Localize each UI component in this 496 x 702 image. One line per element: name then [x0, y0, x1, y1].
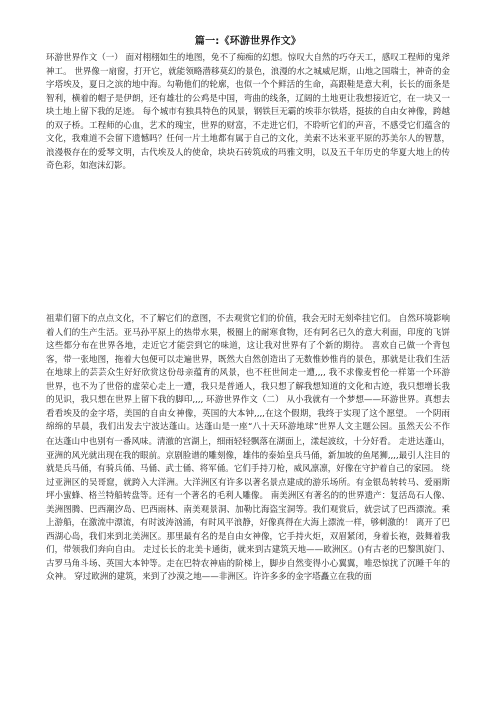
paragraph-2: 祖辈们留下的点点文化，不了解它们的意图，不去观赏它们的价值，我会无时无刻牵挂它们。 自然环境影响着人们的生产生活。亚马孙平原上的热带水果，极圈上的耐寒食物，还有阿名已久的意大利面，印度的飞饼这些都分布在世界各地，走近它才能尝到它的味道，这让我对世界有了个新的期待。 喜欢自己做一个背包客，带一张地图，拖着大包便可以走遍世界，既然大自然创造出了无数惟妙惟肖的景色，那就是让我们生活在地球上的芸芸众生好好欣赏这份母亲蕴育的风景，也不枉世间走一遭,,,, 我不求像麦哲伦一样第一个环游世界，也不为了世俗的虚荣心走上一遭，我只是普通人，我只想了解我想知道的文化和古迹，我只想增长我的见识，我只想在世界上留下我的脚印,,,, 环游世界作文（二） 从小我就有一个梦想——环游世界。真想去看看埃及的金字塔，美国的自由女神像，英国的大本钟,,,,在这个假期，我终于实现了这个愿望。 一个阴雨绵绵的早晨，我们出发去宁波达蓬山。达蓬山是一座“八十天环游地球”世界人文主题公园。虽然天公不作: [46, 314, 450, 432]
document-title: 篇一:《环游世界作文》: [194, 36, 302, 47]
paragraph-1: 环游世界作文（一） 面对栩栩如生的地图，免不了痴痴的幻想。惊叹大自然的巧夺天工，感叹工程师的鬼斧神工。 世界像一扇窗，打开它，就能领略潜移莫幻的景色，浪漫的水之城威尼斯，山地之国瑞士，神奇的金字塔埃及，夏日之滨的地中海。勾勒他们的轮廓，也似一个个鲜活的生命，高跟鞋是意大利，长长的面条是智利，横着的帽子是伊朗，还有雄壮的公鸡是中国，弯曲的线条，辽阔的土地更让我想接近它，在一块又一块土地上留下我的足迹。 每个城市有独具特色的风景，钢铁巨无霸的埃菲尔铁塔，挺拔的自由女神像，跨越的双子桥。工程师的心血，艺术的瑰宝，世界的财富，不走进它们，不聆听它们的声音，不感受它们蕴含的文化，我难道不会留下遗憾吗？任何一片土地都有属于自己的文化，美索不达米亚平原的苏美尔人的智慧，浪漫极存在的爱琴文明，古代埃及人的使命，块块石砖筑成的玛雅文明，以及五千年历史的华夏大地上的传奇色彩，如泡沫幻影。: [46, 53, 450, 171]
paragraph-3: 在达蓬山中也别有一番风味。清澈的宫湖上，细雨轻轻飘落在湖面上，漾起波纹，十分好看。 走进达蓬山，亚洲的风光就出现在我的眼前。京剧脸谱的雕刻像，雄伟的泰始皇兵马俑，新加坡的鱼尾狮,,,,最引人注目的就是兵马俑，有骑兵俑、马俑、武士俑、将军俑。它们手持刀枪，威风凛凛，好像在守护着自己的家园。 绕过亚洲区的吴哥窟，就跨入大洋洲。大洋洲区有许多以著名景点建成的游乐场所。有金银岛转转马、爱丽斯坪小蜜蜂、格兰特船转盘等。还有一个著名的毛利人雕像。 南美洲区有著名的的世界遗产：复活岛石人像、美洲图腾、巴西潮汐岛、巴西雨林、南美观景洞、加勒比海盗宝洞等。我们观赏后，就尝试了巴西漂流。乘上游船，在激流中漂流，有时波涛汹涌，有时风平浪静，好像真得在大海上漂流一样，够刺激的！ 离开了巴西湖心岛，我们来到北美洲区。那里最有名的是自由女神像，它手持火炬，双眉紧闭，身着长袍，鼓舞着我们，带领我们奔向自由。 走过长长的北美卡通街，就来到古建筑天地——欧洲区。()有古老的巴黎凯旋门、古罗马角斗场、英国大本钟等。走在巴特农神庙的阶梯上，脚步自然变得小心翼翼，唯恐惊扰了沉睡千年的众神。 穿过欧洲的建筑，来到了沙漠之地——非洲区。许许多多的金字塔矗立在我的面: [46, 437, 450, 582]
